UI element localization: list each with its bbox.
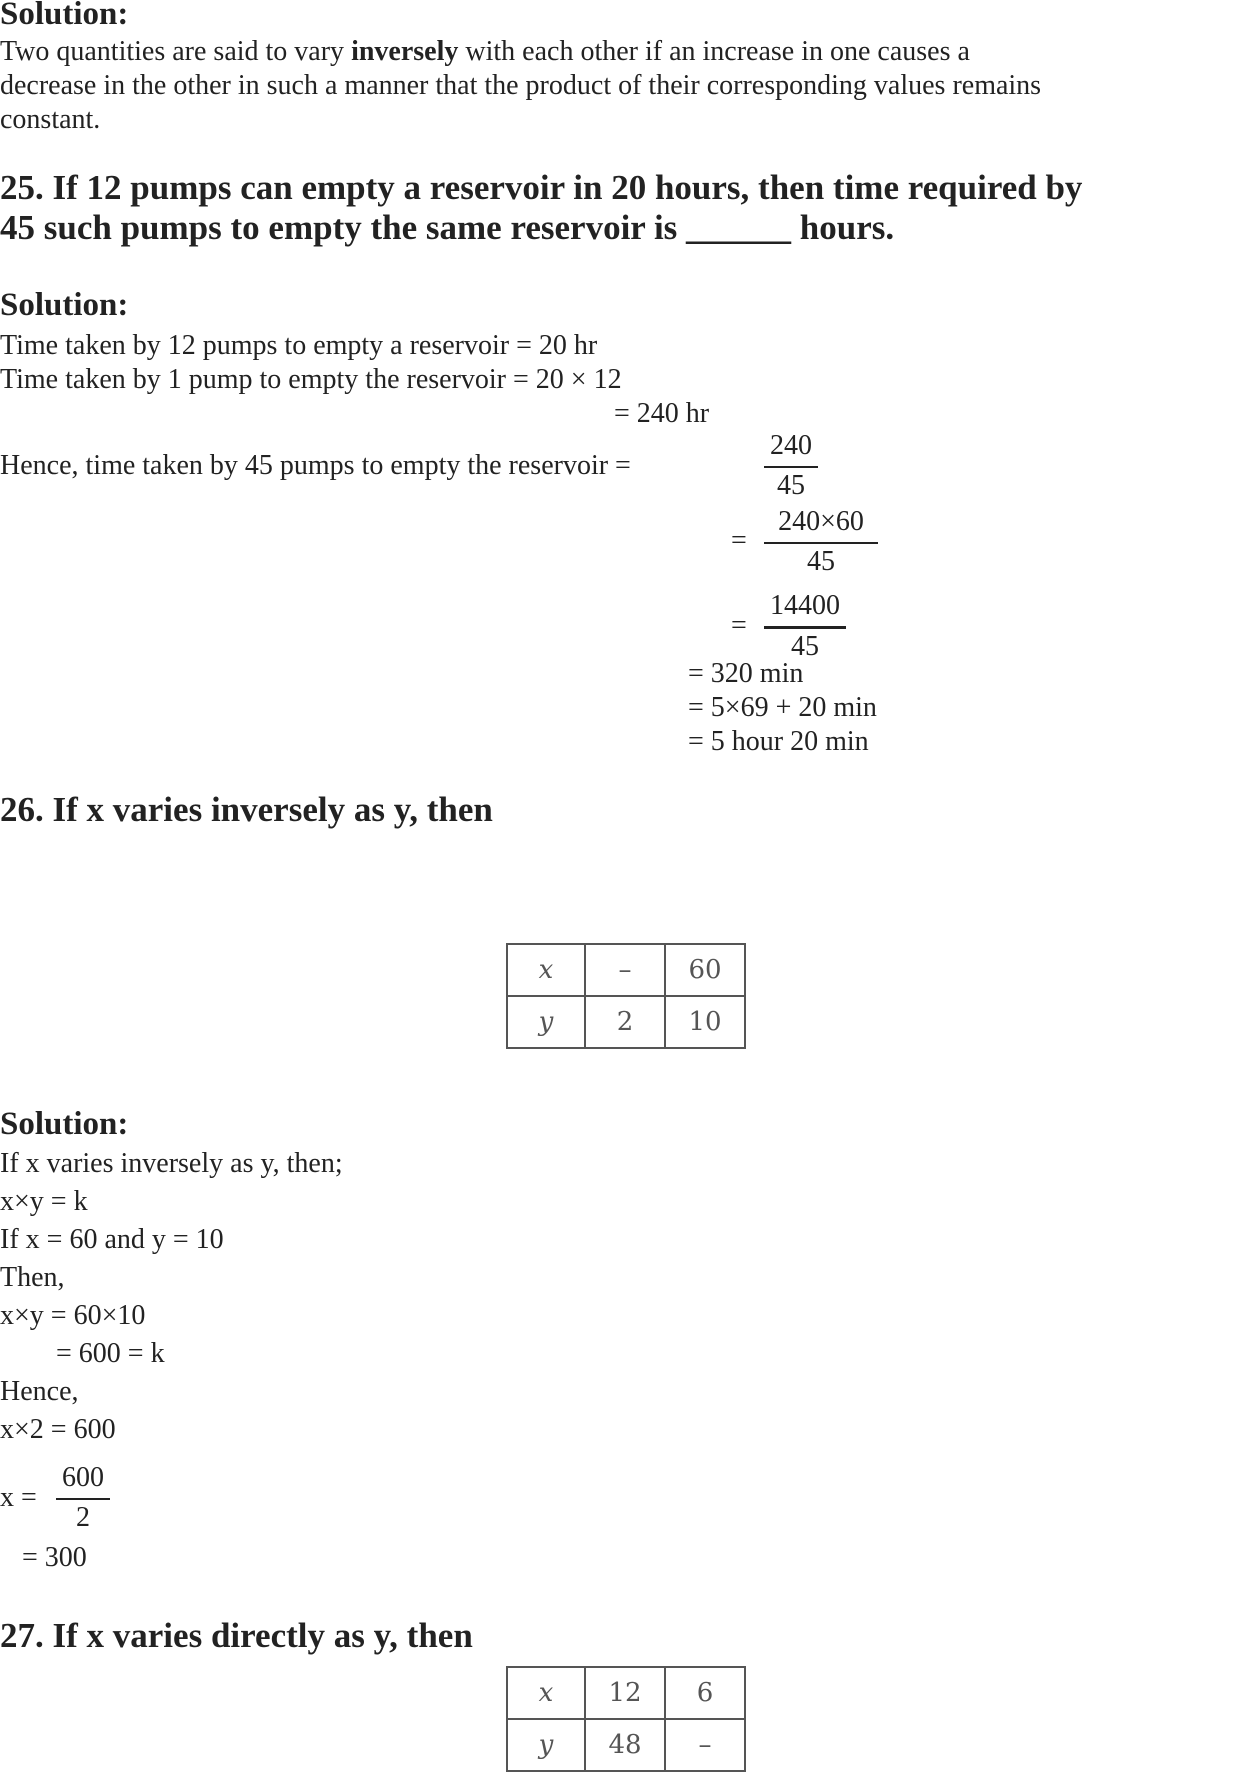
solution-heading: Solution: [0,1106,129,1142]
table-row [507,996,745,1048]
q26-step: x×y = 60×10 [0,1300,146,1331]
fraction: 600 2 [56,1462,110,1534]
intro-line-2: decrease in the other in such a manner that the product of their corresponding values remains [0,70,1042,101]
q25-step-3: = 240 hr [614,398,710,429]
intro-line-3: constant. [0,104,101,135]
fraction: 14400 45 [764,590,846,663]
solution-heading: Solution: [0,0,129,32]
table-cell: y [507,1719,585,1771]
table-cell: 2 [585,996,665,1048]
q26-x-equals: x = [0,1482,37,1513]
table-cell: – [665,1719,745,1771]
intro-line-1 [0,36,970,68]
table-cell: 48 [585,1719,665,1771]
intro-bold-word: inversely [351,36,459,67]
table-cell: x [507,944,585,996]
q26-result: = 300 [22,1542,87,1573]
question-26: 26. If x varies inversely as y, then [0,790,493,829]
q26-step: If x varies inversely as y, then; [0,1148,343,1179]
q25-step-2: Time taken by 1 pump to empty the reservoir = 20 × 12 [0,364,622,395]
q25-hence: Hence, time taken by 45 pumps to empty the reservoir = [0,450,631,481]
table-cell: 12 [585,1667,665,1719]
table-row [507,944,745,996]
question-27: 27. If x varies directly as y, then [0,1616,473,1655]
table-row [507,1719,745,1771]
q26-step: Then, [0,1262,65,1293]
fraction: 240×60 45 [764,506,878,578]
q25-step-1: Time taken by 12 pumps to empty a reservoir = 20 hr [0,330,598,361]
table-cell: y [507,996,585,1048]
table-cell: x [507,1667,585,1719]
q25-result-1: = 320 min [688,658,804,689]
intro-text: with each other if an increase in one causes a [458,36,970,67]
values-table [506,1666,746,1772]
q25-result-3: = 5 hour 20 min [688,726,869,757]
q26-step: x×2 = 600 [0,1414,116,1445]
intro-text: Two quantities are said to vary [0,36,352,67]
q26-step: If x = 60 and y = 10 [0,1224,224,1255]
fraction: 240 45 [764,430,818,502]
q26-step: Hence, [0,1376,79,1407]
q26-step: x×y = k [0,1186,88,1217]
equals-sign: = [731,525,747,556]
q26-step: = 600 = k [56,1338,165,1369]
table-cell: – [585,944,665,996]
values-table [506,943,746,1049]
table-row [507,1667,745,1719]
q25-result-2: = 5×69 + 20 min [688,692,877,723]
question-25-line-2: 45 such pumps to empty the same reservoir is ______ hours. [0,208,895,247]
table-cell: 60 [665,944,745,996]
table-cell: 6 [665,1667,745,1719]
question-25-line-1: 25. If 12 pumps can empty a reservoir in 20 hours, then time required by [0,168,1083,207]
equals-sign: = [731,610,747,641]
solution-heading: Solution: [0,287,129,323]
table-cell: 10 [665,996,745,1048]
